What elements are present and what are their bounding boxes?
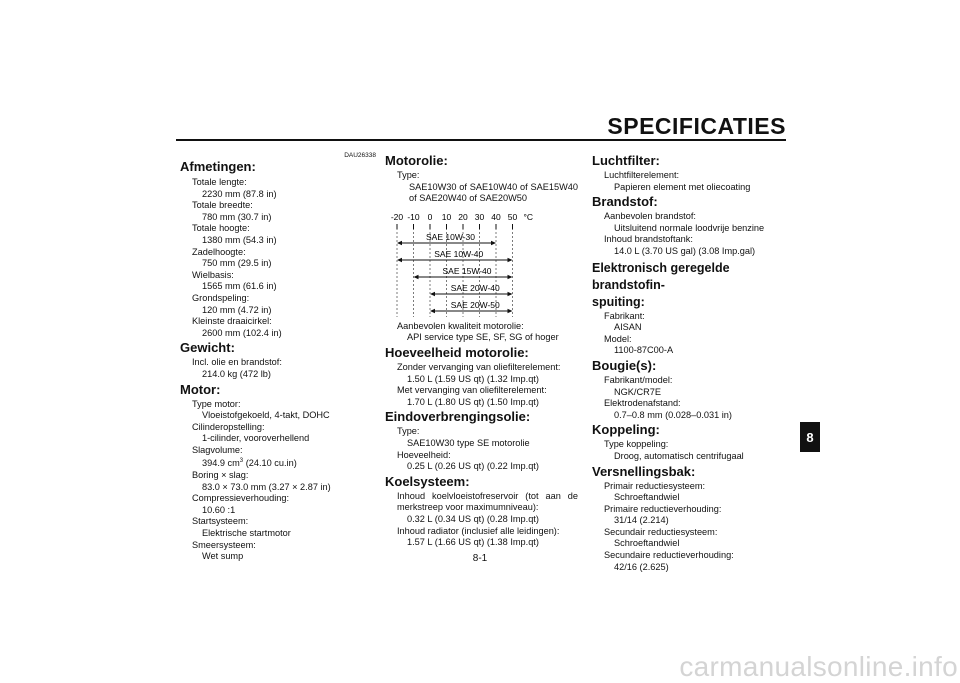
series-label: SAE 20W-50 [450, 299, 500, 310]
doc-code: DAU26338 [344, 152, 376, 159]
heading-afmetingen: Afmetingen: [180, 159, 256, 174]
heading-gewicht: Gewicht: [180, 340, 235, 356]
spec-value: Vloeistofgekoeld, 4-takt, DOHC [202, 410, 330, 421]
arrow-left [430, 309, 435, 313]
spec-value: 1380 mm (54.3 in) [202, 234, 277, 245]
page-title: SPECIFICATIES [607, 113, 786, 139]
oil-viscosity-chart [385, 209, 578, 321]
spec-value: 1.50 L (1.59 US qt) (1.32 Imp.qt) [407, 373, 539, 384]
spec-label: Totale lengte: [192, 177, 247, 187]
spec-label: Primaire reductieverhouding: [604, 503, 722, 514]
heading-luchtfilter: Luchtfilter: [592, 153, 660, 168]
spec-label: Hoeveelheid: [397, 449, 451, 460]
tick-label: 20 [458, 211, 468, 222]
spec-label: Grondspeling: [192, 292, 250, 303]
spec-label: Zadelhoogte: [192, 246, 246, 257]
spec-value: NGK/CR7E [614, 386, 661, 397]
spec-value: 83.0 × 73.0 mm (3.27 × 2.87 in) [202, 481, 331, 492]
spec-value: 1.57 L (1.66 US qt) (1.38 Imp.qt) [407, 537, 539, 548]
heading-motorolie: Motorolie: [385, 153, 448, 168]
spec-label: Model: [604, 333, 632, 344]
spec-label: Zonder vervanging van oliefilterelement: [397, 361, 561, 372]
series-label: SAE 15W-40 [442, 265, 492, 276]
spec-value: 14.0 L (3.70 US gal) (3.08 Imp.gal) [614, 245, 756, 256]
arrow-right [508, 275, 513, 279]
cubic-superscript: 3 [239, 458, 244, 465]
header-rule [176, 139, 786, 141]
column-3 [592, 152, 792, 573]
arrow-right [491, 241, 496, 245]
spec-label: Inhoud koelvloeistofreservoir (tot aan de merkstreep voor maximumniveau): [397, 490, 578, 513]
spec-value: SAE10W30 of SAE10W40 of SAE15W40 of SAE20W40 of SAE20W50 [409, 181, 578, 204]
heading-brandstofinspuiting-line1: Elektronisch geregelde brandstofin- [592, 260, 730, 292]
spec-label: Fabrikant/model: [604, 374, 673, 385]
spec-label: Aanbevolen brandstof: [604, 211, 696, 222]
arrow-right [508, 292, 513, 296]
spec-value: 120 mm (4.72 in) [202, 304, 272, 315]
heading-bougie: Bougie(s): [592, 357, 657, 373]
heading-brandstofinspuiting-line2: spuiting: [592, 294, 645, 309]
spec-value: Droog, automatisch centrifugaal [614, 450, 744, 461]
spec-value: 0.32 L (0.34 US qt) (0.28 Imp.qt) [407, 513, 539, 524]
spec-value: 31/14 (2.214) [614, 515, 669, 526]
tick-label: 10 [441, 211, 452, 222]
spec-value: Schroeftandwiel [614, 538, 680, 549]
series-label: SAE 10W-30 [426, 231, 475, 242]
spec-value: 1-cilinder, vooroverhellend [202, 433, 310, 444]
spec-label: Slagvolume: [192, 444, 243, 455]
spec-value: 0.7–0.8 mm (0.028–0.031 in) [614, 409, 732, 420]
spec-value: 0.25 L (0.26 US qt) (0.22 Imp.qt) [407, 461, 539, 472]
spec-label: Primair reductiesysteem: [604, 480, 706, 491]
heading-brandstofinspuiting [592, 260, 792, 311]
spec-label: Type motor: [192, 398, 241, 409]
spec-value: Elektrische startmotor [202, 528, 291, 539]
spec-label: Secundaire reductieverhouding: [604, 550, 734, 561]
spec-label: Type: [397, 170, 420, 180]
afmetingen-list [180, 177, 380, 339]
spec-label: Kleinste draaicirkel: [192, 316, 272, 327]
heading-hoeveelheid-motorolie: Hoeveelheid motorolie: [385, 344, 529, 360]
spec-value: Wet sump [202, 551, 244, 562]
unit-label: °C [523, 211, 534, 222]
heading-eindoverbrengingsolie: Eindoverbrengingsolie: [385, 409, 531, 425]
spec-value: 1565 mm (61.6 in) [202, 281, 277, 292]
heading-motor: Motor: [180, 381, 221, 397]
spec-label: Luchtfilterelement: [604, 170, 680, 180]
spec-label: Inhoud radiator (inclusief alle leidingen): [397, 525, 560, 536]
tick-label: 50 [507, 211, 518, 222]
heading-koelsysteem: Koelsysteem: [385, 473, 470, 489]
slagvolume-imperial: (24.10 cu.in) [243, 458, 297, 469]
spec-value: 10.60 :1 [202, 504, 236, 515]
chapter-tab[interactable]: 8 [800, 422, 820, 452]
series-label: SAE 20W-40 [450, 282, 500, 293]
spec-label: Fabrikant: [604, 310, 645, 321]
arrow-left [397, 258, 402, 262]
arrow-left [397, 241, 402, 245]
tick-label: 30 [474, 211, 485, 222]
spec-label: Type: [397, 426, 420, 437]
spec-label: Compressieverhouding: [192, 493, 290, 504]
spec-label: Aanbevolen kwaliteit motorolie: [397, 320, 524, 331]
spec-label: Startsysteem: [192, 516, 249, 527]
heading-versnellingsbak: Versnellingsbak: [592, 463, 696, 479]
spec-value: API service type SE, SF, SG of hoger [407, 332, 559, 343]
spec-value: 750 mm (29.5 in) [202, 258, 272, 269]
spec-label: Wielbasis: [192, 269, 234, 280]
spec-label: Totale breedte: [192, 200, 253, 211]
arrow-left [414, 275, 419, 279]
spec-label: Boring × slag: [192, 470, 249, 481]
spec-label: Incl. olie en brandstof: [192, 357, 282, 368]
spec-value-slagvolume [202, 456, 380, 470]
spec-value: 2600 mm (102.4 in) [202, 327, 282, 338]
spec-value: Papieren element met oliecoating [614, 181, 751, 192]
spec-value: SAE10W30 type SE motorolie [407, 437, 530, 448]
spec-label: Cilinderopstelling: [192, 421, 265, 432]
spec-label: Smeersysteem: [192, 539, 256, 550]
slagvolume-value: 394.9 cm [202, 458, 240, 469]
column-2 [385, 152, 578, 549]
arrow-left [430, 292, 435, 296]
spec-value: 214.0 kg (472 lb) [202, 368, 271, 379]
spec-value: 1100-87C00-A [614, 345, 674, 356]
spec-label: Type koppeling: [604, 439, 669, 450]
tick-label: -10 [407, 211, 420, 222]
tick-label: 40 [491, 211, 501, 222]
spec-value: 780 mm (30.7 in) [202, 211, 272, 222]
spec-label: Totale hoogte: [192, 223, 250, 234]
page-number: 8-1 [472, 553, 488, 564]
spec-value: 42/16 (2.625) [614, 561, 669, 572]
column-1 [180, 158, 380, 563]
spec-label: Elektrodenafstand: [604, 398, 681, 409]
spec-label: Secundair reductiesysteem: [604, 526, 718, 537]
spec-label: Inhoud brandstoftank: [604, 234, 693, 245]
spec-value: Uitsluitend normale loodvrije benzine [614, 222, 765, 233]
arrow-right [508, 258, 513, 262]
spec-value: 2230 mm (87.8 in) [202, 188, 277, 199]
tick-label: 0 [427, 211, 433, 222]
spec-value: AISAN [614, 322, 642, 333]
tick-label: -20 [390, 211, 404, 222]
spec-value: 1.70 L (1.80 US qt) (1.50 Imp.qt) [407, 396, 539, 407]
spec-value: Schroeftandwiel [614, 492, 680, 503]
heading-koppeling: Koppeling: [592, 422, 660, 438]
watermark: carmanualsonline.info [679, 651, 958, 682]
heading-brandstof: Brandstof: [592, 194, 658, 210]
spec-label: Met vervanging van oliefilterelement: [397, 385, 547, 396]
series-label: SAE 10W-40 [434, 248, 484, 259]
arrow-right [508, 309, 513, 313]
